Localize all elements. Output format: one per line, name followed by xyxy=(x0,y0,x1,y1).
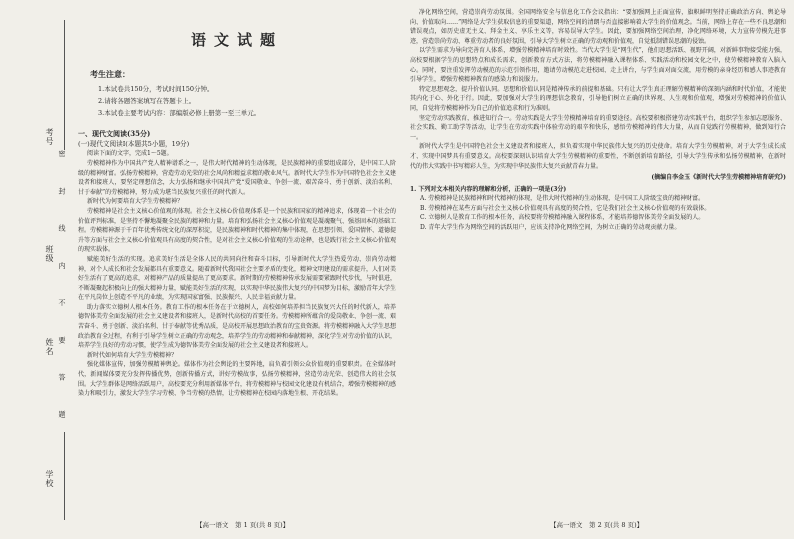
right-column xyxy=(410,8,786,233)
name-label: 姓名 xyxy=(45,338,54,356)
section-heading: 一、现代文阅读(35分) xyxy=(78,129,151,139)
subsection-heading: (一)现代文阅读Ⅰ(本题共5小题，19分) xyxy=(78,139,190,148)
left-column xyxy=(78,8,396,399)
passage-subheading: 新时代如何培育大学生劳模精神？ xyxy=(87,351,178,359)
passage-paragraph: 新时代大学生是中国特色社会主义建设者和接班人，担负着实现中华民族伟大复兴的历史使命。培育大学生劳模精神，对于大学生成长成才、实现中国梦具有重要意义。高校要深刻认识培育大学生劳模精神的重要性，不断创新培育路径，引导大学生传承和弘扬劳模精神，在新时代的伟大实践中书写精彩人生，为实现中华民族伟大复兴贡献青春力量。 xyxy=(410,143,786,170)
option-c: C. 立德树人是教育工作的根本任务，高校要将劳模精神融入课程体系，才能培养德智体美劳全面发展的人。 xyxy=(420,214,705,222)
binding-margin xyxy=(0,0,72,539)
passage-subheading: 新时代为何要培育大学生劳模精神？ xyxy=(87,198,184,206)
option-d: D. 青年大学生作为网络空间的活跃用户，应该支持净化网络空间，为树立正确的劳动观贡献力量。 xyxy=(420,224,681,232)
passage-paragraph: 助力落实立德树人根本任务。教育工作的根本任务在于立德树人，高校如何培养担当民族复兴大任的时代新人，培养德智体美劳全面发展的社会主义建设者和接班人，是新时代高校的首要任务。劳模精神所蕴含的爱岗敬业、争创一流、艰苦奋斗、勇于创新、淡泊名利、甘于奉献等优秀品质，是高校开展思想政治教育的宝贵资源。将劳模精神融入大学生思想政治教育全过程，有利于引导学生树立正确的劳动观念，培养学生的劳动精神和奉献精神，深化学生对劳动价值的认识，培养学生良好的劳动习惯，使学生成为德智体美劳全面发展的社会主义建设者和接班人。 xyxy=(78,303,397,350)
page-footer-right: 【高一语文 第 2 页(共 8 页)】 xyxy=(550,521,644,529)
notes-title: 考生注意： xyxy=(90,68,130,79)
option-a: A. 劳模精神是民族精神和时代精神的体现，是伟大时代精神的生动体现，是中国工人阶级宝贵的精神财富。 xyxy=(420,195,705,203)
exam-no-label: 考号 xyxy=(45,128,54,146)
source-citation: (摘编自李金玉《新时代大学生劳模精神培育研究》) xyxy=(651,174,786,182)
instruction: 阅读下面的文字，完成1～5题。 xyxy=(87,150,173,158)
school-label: 学校 xyxy=(45,470,54,488)
seal-text: 密 封 线 内 不 要 答 题 xyxy=(58,150,66,432)
exam-title: 语文试题 xyxy=(190,31,283,49)
note-item: 1.本试卷共150分，考试时间150分钟。 xyxy=(98,85,214,94)
class-label: 班级 xyxy=(45,245,54,263)
option-b: B. 劳模精神在某些方面与社会主义核心价值观具有高度的契合性，它是我们社会主义核心价值观的有效载体。 xyxy=(420,204,711,212)
passage-paragraph: 赋能美好生活的实现。追求美好生活是全体人民的共同向往和奋斗目标，引导新时代大学生热爱劳动、崇尚劳动精神，对个人成长和社会发展都具有重要意义。随着新时代我国社会主要矛盾的变化，精神文明建设的需求提升，人们对美好生活有了更高的追求，对精神产品的质量提出了更高要求。新时期的劳模精神传承发展需要紧跟时代步伐，与时俱进，不断凝聚起积极向上的强大精神力量，赋能美好生活的实现，以实现中华民族伟大复兴的中国梦为目标，激励青年大学生在平凡岗位上创造不平凡的业绩，为实现国家富强、民族振兴、人民幸福贡献力量。 xyxy=(78,255,397,302)
note-item: 2.请将各题答案填写在答题卡上。 xyxy=(98,97,196,106)
passage-paragraph: 坚定劳动实践教育，推进知行合一。劳动实践是大学生劳模精神培育的重要途径。高校要积极搭建劳动实践平台，组织学生参加志愿服务、社会实践、勤工助学等活动，让学生在劳动实践中体验劳动的艰辛和快乐，感悟劳模精神的伟大力量，从而自觉践行劳模精神，做到知行合一。 xyxy=(410,114,786,141)
passage-paragraph: 劳模精神作为中国共产党人精神谱系之一，是伟大时代精神的生动体现，是民族精神的重要组成部分，是中国工人阶级的精神财富。弘扬劳模精神，营造劳动光荣的社会风尚和精益求精的敬业风气。新时代大学生作为中国特色社会主义建设者和接班人，要坚定理想信念，大力弘扬和继承中国共产党“爱国敬业、争创一流、艰苦奋斗、勇于创新、淡泊名利、甘于奉献”的劳模精神，努力成为堪当民族复兴重任的时代新人。 xyxy=(78,159,397,196)
question-1: 1. 下列对文本相关内容的理解和分析，正确的一项是(3分) xyxy=(410,185,567,193)
passage-paragraph: 净化网络空间，营造崇尚劳动氛围。全国网络安全与信息化工作会议指出：“要加强网上正面宣传，旗帜鲜明坚持正确政治方向、舆论导向、价值取向……”网络是大学生获取信息的重要渠道，网络空间的清朗与否直接影响着大学生的价值观念。当前，网络上存在一些不良思潮和错误观点，如历史虚无主义、拜金主义、享乐主义等，容易误导大学生。因此，要加强网络空间治理，净化网络环境，大力宣传劳模先进事迹，营造崇尚劳动、尊重劳动者的良好氛围，引导大学生树立正确的劳动观和价值观，自觉抵制错误思潮的侵蚀。 xyxy=(410,9,786,45)
passage-paragraph: 劳模精神是社会主义核心价值观的体现。社会主义核心价值观体系是一个民族和国家的精神追求，体现着一个社会的价值评判标准，是坚持不懈地凝聚全民族的精神和力量。培育和弘扬社会主义核心价值观是凝魂聚气、强基固本的基础工程。劳模精神源于千百年优秀传统文化的深厚积淀，是民族精神和时代精神的集中体现，在思想引领、爱国情怀、道德提升等方面与社会主义核心价值观具有高度的契合性，是对社会主义核心价值观的生动诠释，也是践行社会主义核心价值观的现实载体。 xyxy=(78,207,397,254)
note-item: 3.本试卷主要考试内容：部编版必修上册第一至三单元。 xyxy=(98,109,261,118)
passage-paragraph: 以学生需求为导向完善育人体系，增强劳模精神培育时效性。当代大学生是“网生代”，他们思想活跃、视野开阔，对新鲜事物接受能力强，高校要根据学生的思想特点和成长需求，创新教育方式方法，将劳模精神融入课程体系、实践活动和校园文化之中，使劳模精神教育入脑入心。同时，要注重发挥劳动模范的示范引领作用，邀请劳动模范走进校园、走上讲台，与学生面对面交流，用劳模的亲身经历和感人事迹教育引导学生，增强劳模精神教育的感染力和说服力。 xyxy=(410,47,786,84)
passage-paragraph: 特定思想观念，提升价值认同。思想和价值认同是精神传承的前提和基础。只有让大学生真正理解劳模精神的深刻内涵和时代价值，才能使其内化于心、外化于行。因此，要加强对大学生的理想信念教育，引导他们树立正确的世界观、人生观和价值观，增强对劳模精神的价值认同，自觉将劳模精神作为自己的价值追求和行为准则。 xyxy=(410,85,786,112)
passage-paragraph: 强化媒体宣传，加强劳模精神舆论。媒体作为社会舆论的主要阵地，肩负着引领公众价值观的重要职责。在全媒体时代，新闻媒体要充分发挥传播优势，创新传播方式，讲好劳模故事，弘扬劳模精神，营造劳动光荣、创造伟大的社会氛围。大学生群体是网络活跃用户，高校要充分利用新媒体平台，将劳模精神与校园文化建设有机结合，增强劳模精神的感染力和吸引力，激发大学生学习劳模、争当劳模的热情，让劳模精神在校园内落地生根、开花结果。 xyxy=(78,361,397,398)
page-footer-left: 【高一语文 第 1 页(共 8 页)】 xyxy=(196,521,290,529)
